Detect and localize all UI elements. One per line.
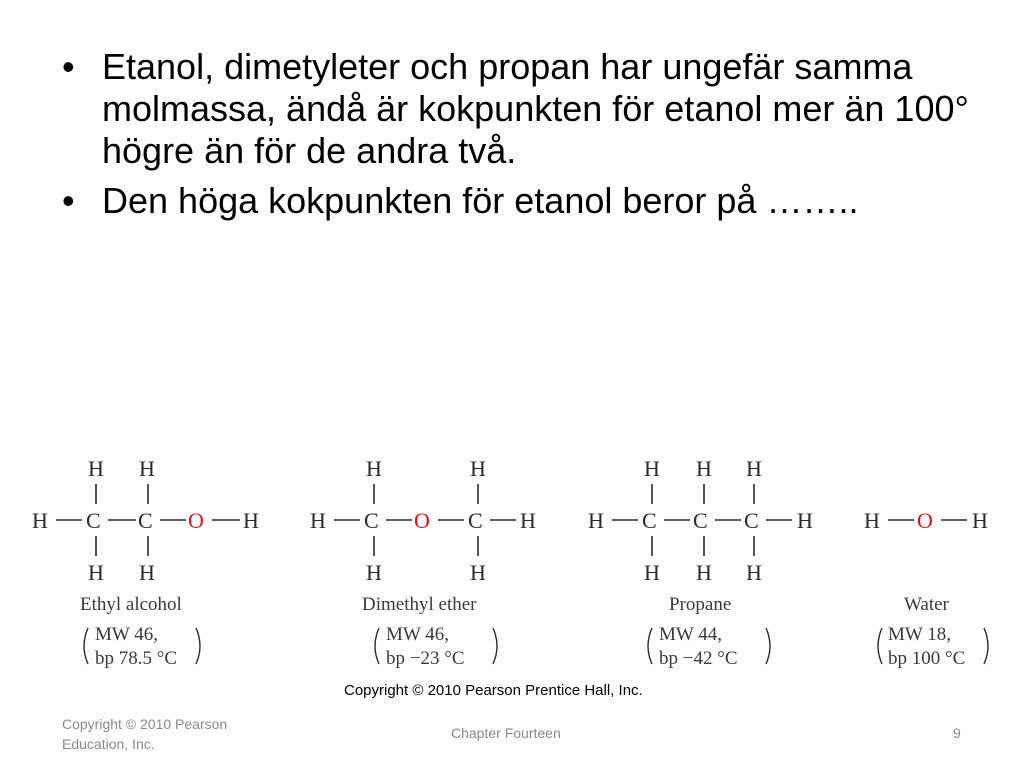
bullet-dot: • bbox=[62, 180, 75, 221]
atom-o: O bbox=[917, 508, 933, 533]
atom-h: H bbox=[139, 456, 155, 481]
atom-c: C bbox=[138, 508, 153, 533]
atom-h: H bbox=[864, 508, 880, 533]
propane-structure bbox=[588, 456, 813, 669]
atom-o: O bbox=[188, 508, 204, 533]
molecule-mw: MW 46, bbox=[386, 624, 449, 645]
atom-c: C bbox=[744, 508, 759, 533]
atom-h: H bbox=[470, 560, 486, 585]
atom-h: H bbox=[366, 456, 382, 481]
paren-left bbox=[648, 628, 652, 664]
molecule-bp: bp 78.5 °C bbox=[95, 648, 178, 669]
atom-h: H bbox=[32, 508, 48, 533]
bullet-text-2: Den höga kokpunkten för etanol beror på …….. bbox=[102, 180, 859, 221]
paren-left bbox=[375, 628, 379, 664]
paren-right bbox=[493, 628, 497, 664]
footer-chapter: Chapter Fourteen bbox=[451, 725, 561, 741]
atom-h: H bbox=[88, 456, 104, 481]
atom-h: H bbox=[310, 508, 326, 533]
atom-h: H bbox=[588, 508, 604, 533]
molecule-name: Propane bbox=[669, 594, 732, 615]
footer-copyright: Copyright © 2010 Pearson Education, Inc. bbox=[62, 716, 228, 752]
bullet-text-1: Etanol, dimetyleter och propan har ungefär samma molmassa, ändå är kokpunkten för etanol mer än 100° högre än för de andra två. bbox=[102, 46, 969, 171]
atom-c: C bbox=[468, 508, 483, 533]
atom-h: H bbox=[696, 456, 712, 481]
atom-c: C bbox=[693, 508, 708, 533]
molecule-name: Dimethyl ether bbox=[362, 594, 477, 615]
atom-h: H bbox=[644, 560, 660, 585]
ethyl-alcohol-structure bbox=[32, 456, 259, 669]
atom-h: H bbox=[797, 508, 813, 533]
atom-h: H bbox=[746, 456, 762, 481]
atom-c: C bbox=[86, 508, 101, 533]
molecule-name: Ethyl alcohol bbox=[80, 594, 182, 615]
dimethyl-ether-structure bbox=[310, 456, 536, 669]
molecule-bp: bp −23 °C bbox=[386, 648, 465, 669]
molecule-mw: MW 46, bbox=[95, 624, 158, 645]
atom-o: O bbox=[414, 508, 430, 533]
atom-h: H bbox=[696, 560, 712, 585]
atom-h: H bbox=[746, 560, 762, 585]
atom-h: H bbox=[470, 456, 486, 481]
page-number: 9 bbox=[953, 725, 961, 741]
atom-h: H bbox=[520, 508, 536, 533]
atom-h: H bbox=[88, 560, 104, 585]
molecule-mw: MW 18, bbox=[888, 624, 951, 645]
atom-h: H bbox=[972, 508, 988, 533]
paren-left bbox=[878, 628, 882, 664]
atom-c: C bbox=[364, 508, 379, 533]
atom-h: H bbox=[243, 508, 259, 533]
paren-right bbox=[984, 628, 988, 664]
water-structure bbox=[864, 508, 988, 669]
paren-right bbox=[196, 628, 200, 664]
atom-h: H bbox=[366, 560, 382, 585]
molecule-bp: bp 100 °C bbox=[888, 648, 966, 669]
molecule-name: Water bbox=[904, 594, 949, 615]
paren-left bbox=[84, 628, 88, 664]
atom-h: H bbox=[644, 456, 660, 481]
paren-right bbox=[766, 628, 770, 664]
molecule-bp: bp −42 °C bbox=[659, 648, 738, 669]
molecule-mw: MW 44, bbox=[659, 624, 722, 645]
atom-h: H bbox=[139, 560, 155, 585]
atom-c: C bbox=[642, 508, 657, 533]
bullet-dot: • bbox=[62, 46, 75, 87]
figure-credit: Copyright © 2010 Pearson Prentice Hall, Inc. bbox=[344, 682, 643, 699]
